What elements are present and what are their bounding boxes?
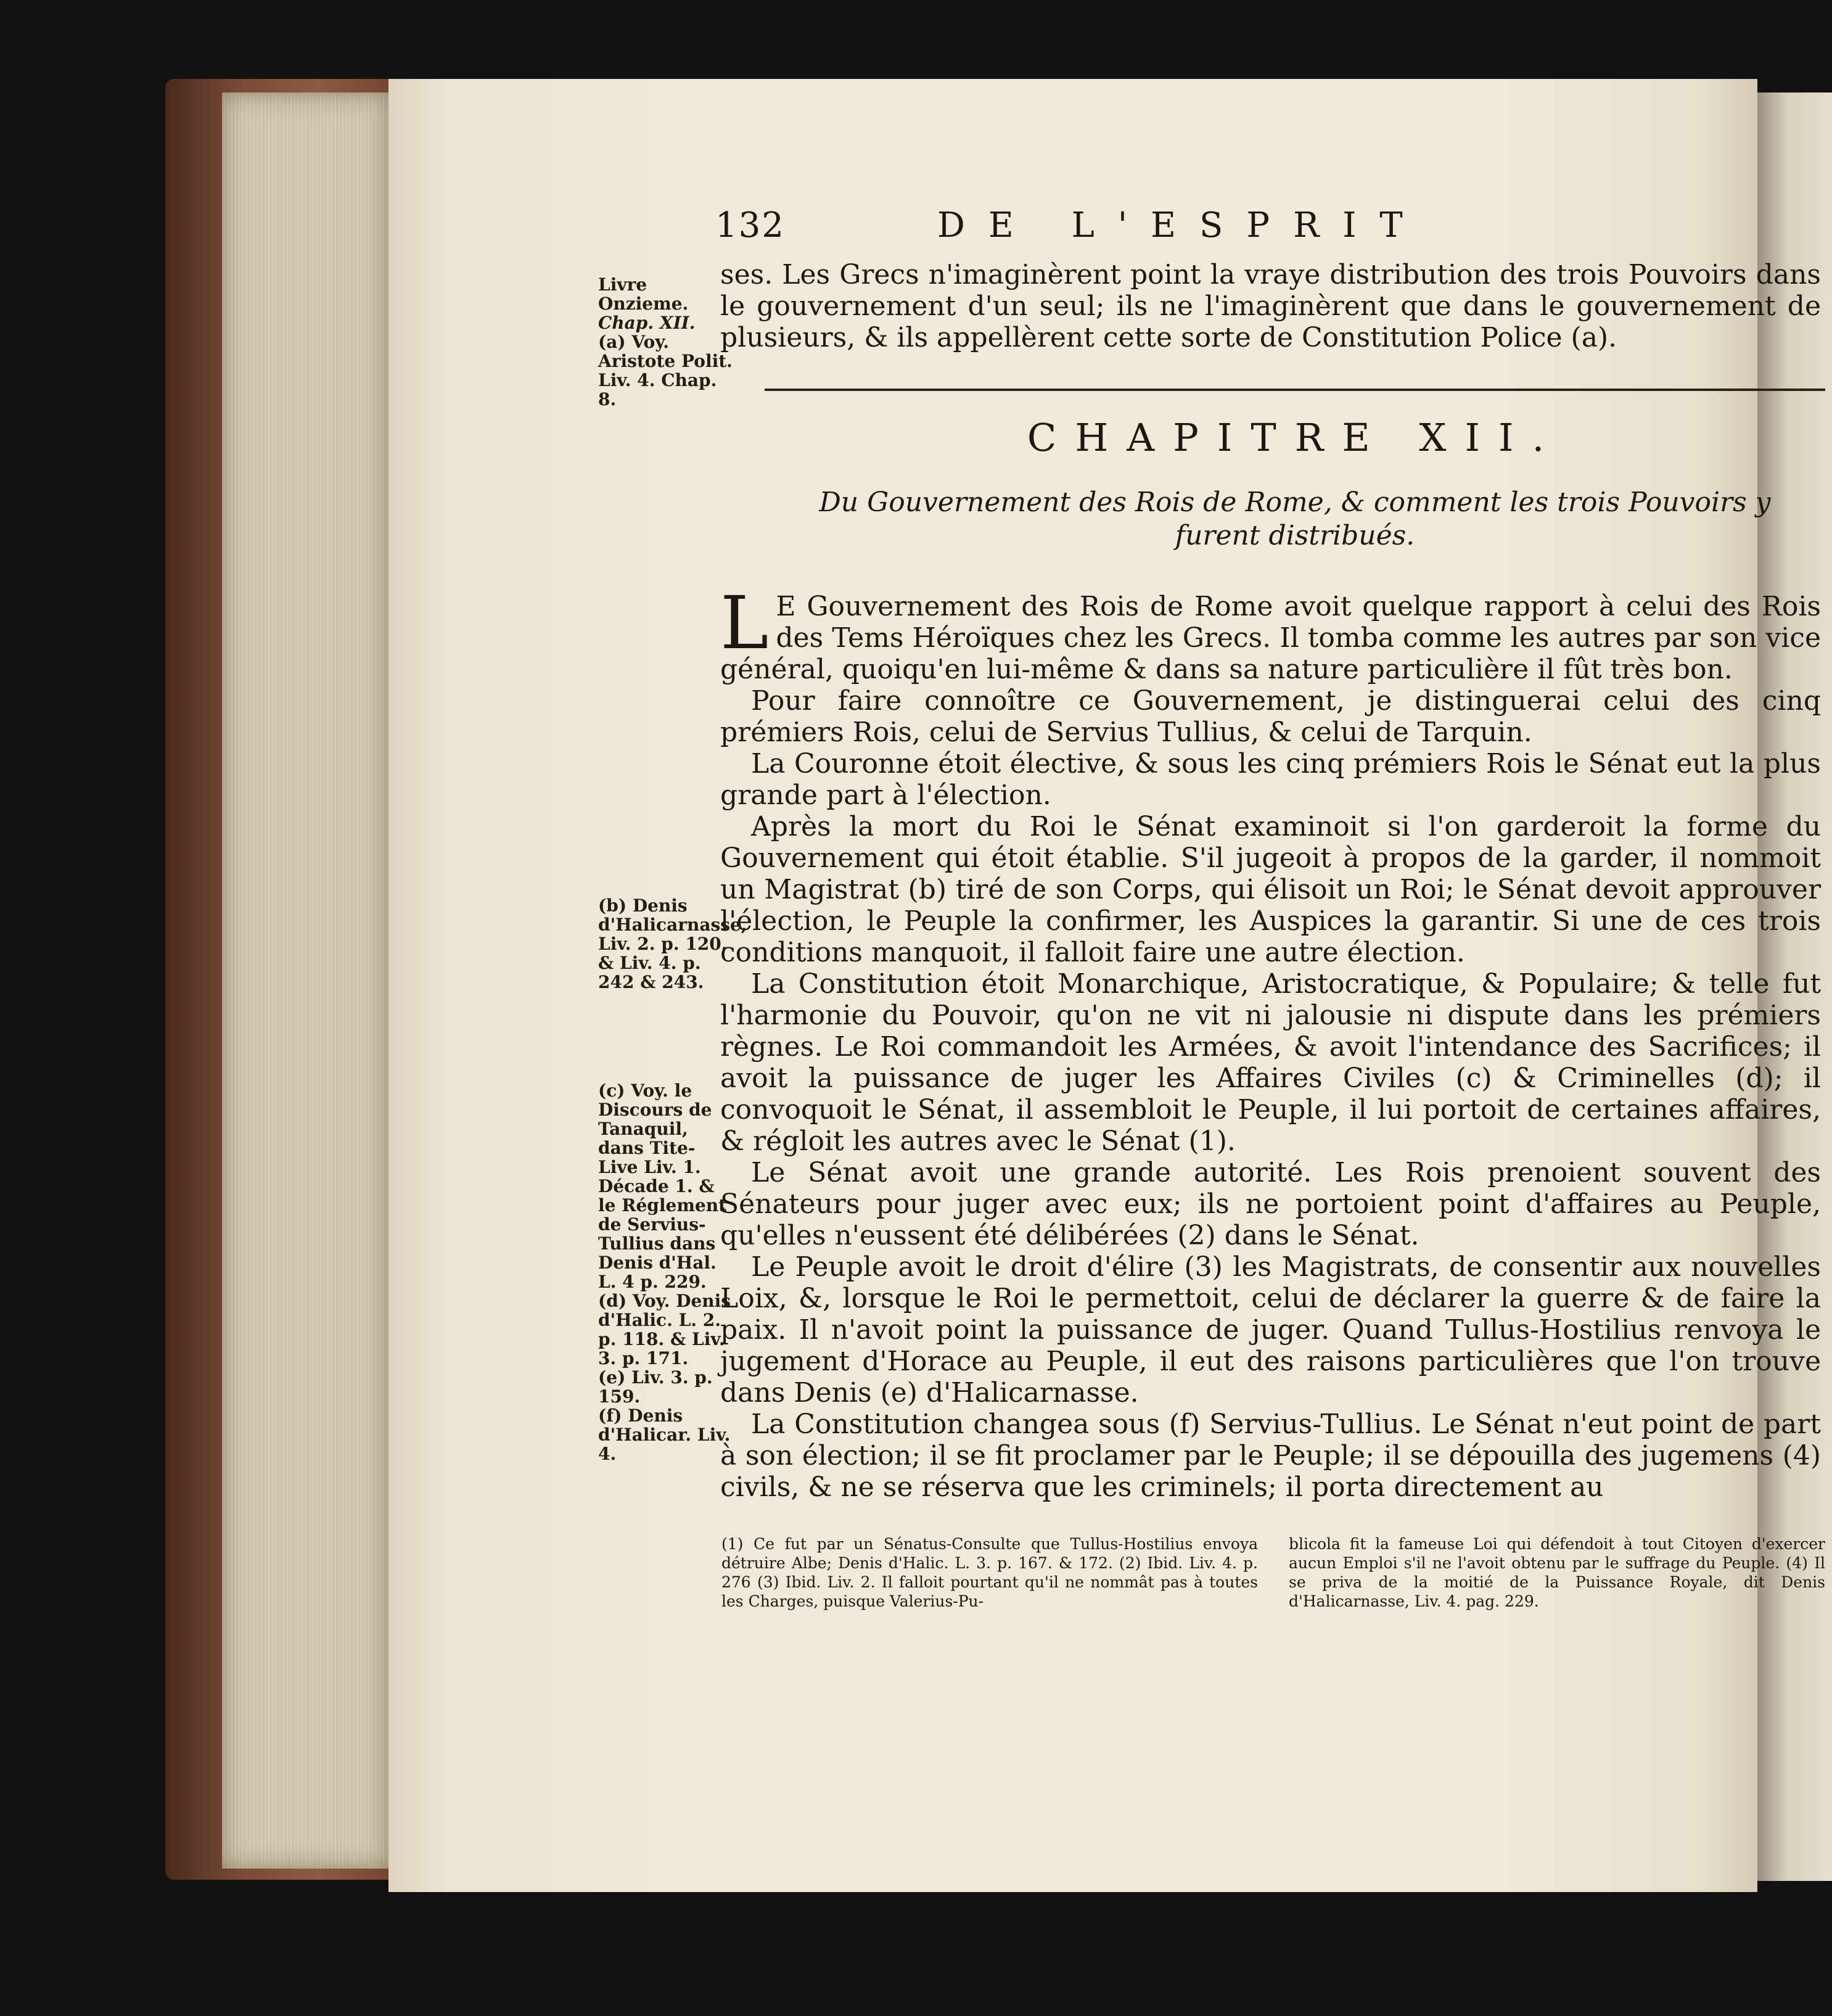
continued-text: ses. Les Grecs n'imaginèrent point la vraye distribution des trois Pouvoirs dans le gouvernement d'un seul; ils ne l'imaginèrent que dans le gouvernement de plusieurs, & ils appellèrent cette sorte de Constitution Police (a).	[720, 259, 1821, 353]
chapter-subtitle: Du Gouvernement des Rois de Rome, & comment les trois Pouvoirs y furent distribués.	[819, 487, 1771, 551]
book-page	[388, 79, 1825, 1892]
paragraph-6: Le Sénat avoit une grande autorité. Les Rois prenoient souvent des Sénateurs pour juger avec eux; ils ne portoient point d'affaires au Peuple, qu'elles n'eussent été délibérées (2) dans le Sénat.	[720, 1157, 1821, 1251]
chapter-title: CHAPITRE XII.	[1027, 415, 1563, 460]
paragraph-5: La Constitution étoit Monarchique, Aristocratique, & Populaire; & telle fut l'harmonie du Pouvoir, qu'on ne vit ni jalousie ni dispute dans les prémiers règnes. Le Roi commandoit les Armées, & avoit l'intendance des Sacrifices; il avoit la puissance de juger les Affaires Civiles (c) & Criminelles (d); il convoquoit le Sénat, il assembloit le Peuple, il lui portoit de certaines affaires, & régloit les autres avec le Sénat (1).	[720, 968, 1821, 1157]
margin-chapter-label: Chap. XII.	[598, 313, 696, 333]
paragraph-2: Pour faire connoître ce Gouvernement, je distinguerai celui des cinq prémiers Rois, celui de Servius Tullius, & celui de Tarquin.	[720, 685, 1821, 748]
page-number: 132	[715, 205, 785, 245]
paragraph-7: Le Peuple avoit le droit d'élire (3) les Magistrats, de consentir aux nouvelles Loix, &, lorsque le Roi le permettoit, celui de déclarer la guerre & de faire la paix. Il n'avoit point la puissance de juger. Quand Tullus-Hostilius renvoya le jugement d'Horace au Peuple, il eut des raisons particulières que l'on trouve dans Denis (e) d'Halicarnasse.	[720, 1251, 1821, 1409]
footnotes-right	[1289, 1534, 1825, 1611]
paragraph-1	[720, 580, 1821, 685]
margin-note-top	[598, 275, 734, 409]
paragraph-3: La Couronne étoit élective, & sous les cinq prémiers Rois le Sénat eut la plus grande part à l'élection.	[720, 748, 1821, 811]
paragraph-4: Après la mort du Roi le Sénat examinoit si l'on garderoit la forme du Gouvernement qui étoit établie. S'il jugeoit à propos de la garder, il nommoit un Magistrat (b) tiré de son Corps, qui élisoit un Roi; le Sénat devoit approuver l'élection, le Peuple la confirmer, les Auspices la garantir. Si une de ces trois conditions manquoit, il falloit faire une autre élection.	[720, 811, 1821, 968]
margin-note-c: (c) Voy. le Discours de Tanaquil, dans Tite-Live Liv. 1. Décade 1. & le Réglement de Servius-Tullius dans Denis d'Hal. L. 4 p. 229.	[598, 1080, 727, 1292]
footnotes-left-text: (1) Ce fut par un Sénatus-Consulte que Tullus-Hostilius envoya détruire Albe; Denis d'Halic. L. 3. p. 167. & 172. (2) Ibid. Liv. 4. p. 276 (3) Ibid. Liv. 2. Il falloit pourtant qu'il ne nommât pas à toutes les Charges, puisque Valerius-Pu-	[721, 1535, 1258, 1610]
paragraph-8: La Constitution changea sous (f) Servius-Tullius. Le Sénat n'eut point de part à son élection; il se fit proclamer par le Peuple; il se dépouilla des jugemens (4) civils, & ne se réserva que les criminels; il porta directement au	[720, 1409, 1821, 1503]
chapter-body	[720, 580, 1821, 1503]
footnotes-left	[721, 1534, 1258, 1611]
footnotes-right-text: blicola fit la fameuse Loi qui défendoit à tout Citoyen d'exercer aucun Emploi s'il ne l'avoit obtenu par le suffrage du Peuple. (4) Il se priva de la moitié de la Puissance Royale, dit Denis d'Halicarnasse, Liv. 4. pag. 229.	[1289, 1535, 1825, 1610]
page-header	[715, 205, 1825, 255]
margin-note-d: (d) Voy. Denis d'Halic. L. 2. p. 118. & Liv. 3. p. 171.	[598, 1291, 731, 1368]
footnotes	[721, 1534, 1825, 1611]
page-block-edges	[222, 93, 388, 1869]
section-rule	[765, 389, 1825, 391]
margin-book-label: Livre Onzieme.	[598, 274, 689, 314]
margin-note-e: (e) Liv. 3. p. 159.	[598, 1367, 713, 1407]
margin-notes-lower	[598, 1081, 734, 1463]
drop-cap: L	[720, 580, 769, 665]
margin-note-a: (a) Voy. Aristote Polit. Liv. 4. Chap. 8.	[598, 332, 733, 409]
paragraph-1-text: E Gouvernement des Rois de Rome avoit quelque rapport à celui des Rois des Tems Héroïques chez les Grecs. Il tomba comme les autres par son vice général, quoiqu'en lui-même & dans sa nature particulière il fût très bon.	[720, 591, 1821, 685]
margin-note-b: (b) Denis d'Halicarnasse, Liv. 2. p. 120. & Liv. 4. p. 242 & 243.	[598, 895, 747, 992]
margin-note-f: (f) Denis d'Halicar. Liv. 4.	[598, 1405, 731, 1464]
running-title: DE L'ESPRIT	[937, 205, 1426, 245]
